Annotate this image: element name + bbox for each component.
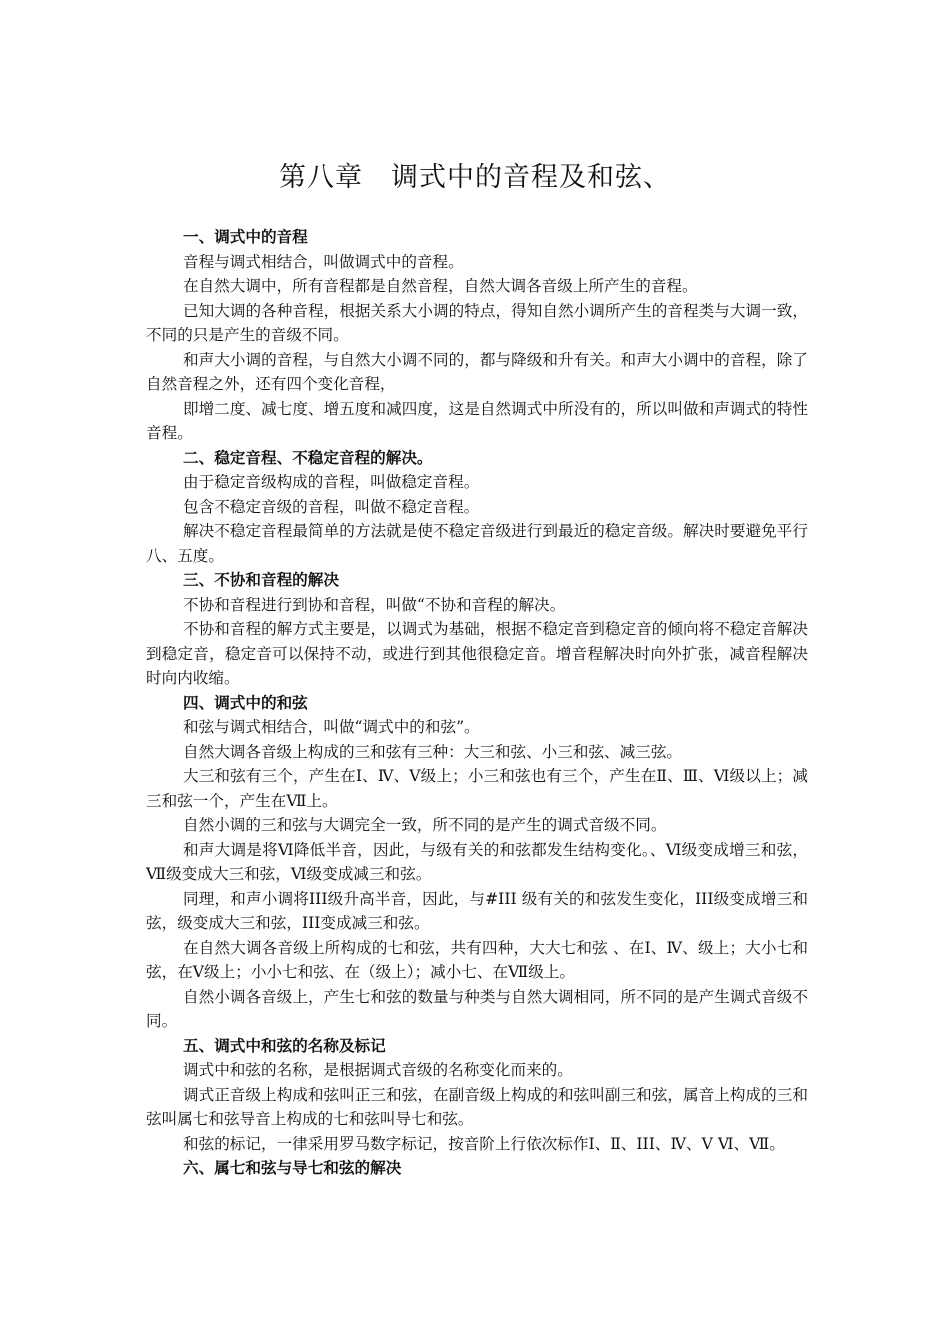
paragraph: 自然小调各音级上，产生七和弦的数量与种类与自然大调相同，所不同的是产生调式音级不同。: [146, 987, 808, 1030]
paragraph: 即增二度、减七度、增五度和减四度，这是自然调式中所没有的，所以叫做和声调式的特性音程。: [146, 399, 808, 442]
paragraph: 调式正音级上构成和弦叫正三和弦，在副音级上构成的和弦叫副三和弦，属音上构成的三和弦叫属七和弦导音上构成的七和弦叫导七和弦。: [146, 1085, 808, 1128]
paragraph: 调式中和弦的名称，是根据调式音级的名称变化而来的。: [183, 1061, 573, 1079]
paragraph: 同理，和声小调将III级升高半音，因此，与#III 级有关的和弦发生变化，III级变成增三和弦，级变成大三和弦，III变成减三和弦。: [146, 889, 808, 932]
section-heading: 三、不协和音程的解决: [183, 571, 339, 589]
paragraph: 在自然大调各音级上所构成的七和弦，共有四种，大大七和弦 、在Ⅰ、Ⅳ、级上；大小七和弦，在Ⅴ级上；小小七和弦、在（级上）；减小七、在Ⅶ级上。: [146, 938, 808, 981]
paragraph: 已知大调的各种音程，根据关系大小调的特点，得知自然小调所产生的音程类与大调一致，不同的只是产生的音级不同。: [146, 301, 808, 344]
paragraph: 由于稳定音级构成的音程，叫做稳定音程。: [183, 473, 480, 491]
document-body: [146, 225, 808, 1181]
paragraph: 自然小调的三和弦与大调完全一致，所不同的是产生的调式音级不同。: [183, 816, 667, 834]
paragraph: 自然大调各音级上构成的三和弦有三种：大三和弦、小三和弦、减三弦。: [183, 742, 683, 761]
section-4: [146, 691, 808, 1034]
paragraph: 解决不稳定音程最简单的方法就是使不稳定音级进行到最近的稳定音级。解决时要避免平行八、五度。: [146, 522, 808, 565]
section-1: [146, 225, 808, 446]
section-heading: 二、稳定音程、不稳定音程的解决。: [183, 448, 433, 467]
paragraph: 和弦与调式相结合，叫做“调式中的和弦”。: [183, 718, 480, 736]
section-heading: 五、调式中和弦的名称及标记: [183, 1036, 386, 1055]
paragraph: 音程与调式相结合，叫做调式中的音程。: [183, 252, 464, 271]
paragraph: 在自然大调中，所有音程都是自然音程，自然大调各音级上所产生的音程。: [183, 277, 698, 295]
section-3: [146, 568, 808, 691]
paragraph: 和声大调是将Ⅵ降低半音，因此，与级有关的和弦都发生结构变化。、Ⅵ级变成增三和弦，Ⅶ级变成大三和弦，Ⅵ级变成减三和弦。: [146, 840, 808, 883]
paragraph: 包含不稳定音级的音程，叫做不稳定音程。: [183, 497, 480, 516]
section-heading: 一、调式中的音程: [183, 228, 308, 246]
section-heading: 四、调式中的和弦: [183, 693, 308, 712]
paragraph: 和弦的标记，一律采用罗马数字标记，按音阶上行依次标作Ⅰ、Ⅱ、III、Ⅳ、Ⅴ Ⅵ、Ⅶ。: [183, 1134, 785, 1153]
paragraph: 不协和音程的解方式主要是，以调式为基础，根据不稳定音到稳定音的倾向将不稳定音解决到稳定音，稳定音可以保持不动，或进行到其他很稳定音。增音程解决时向外扩张，减音程解决时向内收缩。: [146, 620, 808, 687]
chapter-title: 第八章 调式中的音程及和弦、: [279, 162, 671, 193]
section-5: [146, 1034, 808, 1157]
section-2: [146, 446, 808, 569]
section-6: [146, 1156, 808, 1181]
paragraph: 和声大小调的音程，与自然大小调不同的，都与降级和升有关。和声大小调中的音程，除了自然音程之外，还有四个变化音程，: [146, 350, 808, 393]
paragraph: 不协和音程进行到协和音程，叫做“不协和音程的解决。: [183, 595, 566, 614]
paragraph: 大三和弦有三个，产生在Ⅰ、Ⅳ、Ⅴ级上；小三和弦也有三个，产生在Ⅱ、Ⅲ、Ⅵ级以上；减三和弦一个，产生在Ⅶ上。: [146, 767, 808, 810]
section-heading: 六、属七和弦与导七和弦的解决: [183, 1159, 402, 1177]
